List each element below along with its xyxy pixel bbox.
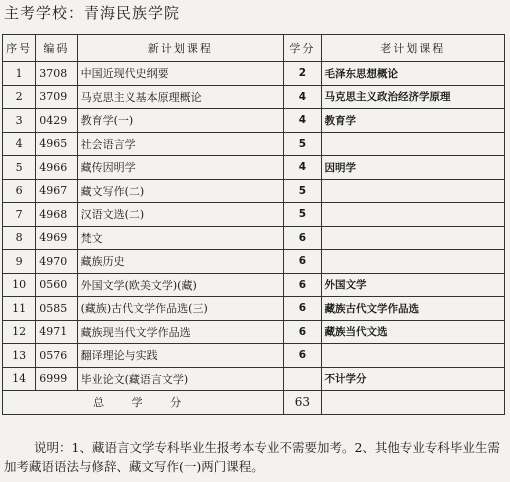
row-code: 0585 bbox=[36, 297, 77, 321]
row-seq: 4 bbox=[3, 132, 36, 156]
explanation-note: 说明：1、藏语言文学专科毕业生报考本专业不需要加考。2、其他专业专科毕业生需加考藏语语法与修辞、藏文写作(一)两门课程。 bbox=[4, 440, 500, 474]
row-old-course bbox=[321, 226, 504, 250]
row-code: 4965 bbox=[36, 132, 77, 156]
row-old-course bbox=[321, 250, 504, 274]
row-old-course: 外国文学 bbox=[321, 273, 504, 297]
row-old-course bbox=[321, 179, 504, 203]
row-credit: 6 bbox=[284, 273, 321, 297]
row-credit: 5 bbox=[284, 203, 321, 227]
row-seq: 10 bbox=[3, 273, 36, 297]
table-row bbox=[3, 367, 505, 391]
table-row bbox=[3, 179, 505, 203]
course-plan-table bbox=[2, 34, 505, 415]
row-seq: 9 bbox=[3, 250, 36, 274]
row-seq: 8 bbox=[3, 226, 36, 250]
row-credit bbox=[284, 367, 321, 391]
row-new-course: 社会语言学 bbox=[77, 132, 284, 156]
row-code: 4971 bbox=[36, 320, 77, 344]
row-old-course bbox=[321, 203, 504, 227]
total-credit: 63 bbox=[284, 391, 321, 415]
row-seq: 12 bbox=[3, 320, 36, 344]
row-credit: 2 bbox=[284, 62, 321, 86]
column-header-code: 编码 bbox=[36, 35, 77, 62]
table-row bbox=[3, 273, 505, 297]
row-code: 0429 bbox=[36, 109, 77, 133]
row-new-course: 藏族现当代文学作品选 bbox=[77, 320, 284, 344]
column-header-new-plan: 新计划课程 bbox=[77, 35, 284, 62]
row-seq: 1 bbox=[3, 62, 36, 86]
table-row bbox=[3, 62, 505, 86]
row-old-course: 藏族古代文学作品选 bbox=[321, 297, 504, 321]
row-credit: 5 bbox=[284, 179, 321, 203]
row-seq: 13 bbox=[3, 344, 36, 368]
row-new-course: 中国近现代史纲要 bbox=[77, 62, 284, 86]
row-old-course bbox=[321, 132, 504, 156]
row-credit: 6 bbox=[284, 320, 321, 344]
table-row bbox=[3, 320, 505, 344]
row-credit: 6 bbox=[284, 250, 321, 274]
row-seq: 5 bbox=[3, 156, 36, 180]
row-new-course: 梵文 bbox=[77, 226, 284, 250]
row-old-course: 马克思主义政治经济学原理 bbox=[321, 85, 504, 109]
table-header bbox=[3, 35, 505, 62]
row-credit: 6 bbox=[284, 226, 321, 250]
school-heading: 主考学校：青海民族学院 bbox=[4, 4, 181, 22]
column-header-credit: 学分 bbox=[284, 35, 321, 62]
column-header-old-plan: 老计划课程 bbox=[321, 35, 504, 62]
row-seq: 6 bbox=[3, 179, 36, 203]
row-new-course: 马克思主义基本原理概论 bbox=[77, 85, 284, 109]
header-row bbox=[3, 35, 505, 62]
row-credit: 4 bbox=[284, 156, 321, 180]
row-seq: 2 bbox=[3, 85, 36, 109]
row-new-course: 教育学(一) bbox=[77, 109, 284, 133]
row-new-course: 外国文学(欧美文学)(藏) bbox=[77, 273, 284, 297]
row-code: 0560 bbox=[36, 273, 77, 297]
row-old-course: 不计学分 bbox=[321, 367, 504, 391]
row-credit: 5 bbox=[284, 132, 321, 156]
table-row bbox=[3, 109, 505, 133]
table-row bbox=[3, 226, 505, 250]
row-credit: 6 bbox=[284, 344, 321, 368]
row-new-course: 藏文写作(二) bbox=[77, 179, 284, 203]
row-new-course: 翻译理论与实践 bbox=[77, 344, 284, 368]
table-footer bbox=[3, 391, 505, 415]
column-header-seq: 序号 bbox=[3, 35, 36, 62]
total-label: 总 学 分 bbox=[3, 391, 284, 415]
row-new-course: 毕业论文(藏语言文学) bbox=[77, 367, 284, 391]
row-old-course bbox=[321, 344, 504, 368]
row-code: 4970 bbox=[36, 250, 77, 274]
row-seq: 7 bbox=[3, 203, 36, 227]
row-code: 6999 bbox=[36, 367, 77, 391]
row-credit: 4 bbox=[284, 109, 321, 133]
row-seq: 3 bbox=[3, 109, 36, 133]
table-row bbox=[3, 297, 505, 321]
table-row bbox=[3, 250, 505, 274]
row-code: 3709 bbox=[36, 85, 77, 109]
row-old-course: 藏族当代文选 bbox=[321, 320, 504, 344]
row-seq: 14 bbox=[3, 367, 36, 391]
row-code: 3708 bbox=[36, 62, 77, 86]
row-code: 4966 bbox=[36, 156, 77, 180]
row-new-course: (藏族)古代文学作品选(三) bbox=[77, 297, 284, 321]
total-row bbox=[3, 391, 505, 415]
row-old-course: 因明学 bbox=[321, 156, 504, 180]
row-seq: 11 bbox=[3, 297, 36, 321]
row-code: 4967 bbox=[36, 179, 77, 203]
table-row bbox=[3, 156, 505, 180]
row-old-course: 教育学 bbox=[321, 109, 504, 133]
table-row bbox=[3, 85, 505, 109]
total-old-empty bbox=[321, 391, 504, 415]
row-old-course: 毛泽东思想概论 bbox=[321, 62, 504, 86]
row-code: 4969 bbox=[36, 226, 77, 250]
row-new-course: 汉语文选(二) bbox=[77, 203, 284, 227]
row-new-course: 藏传因明学 bbox=[77, 156, 284, 180]
row-credit: 6 bbox=[284, 297, 321, 321]
table-row bbox=[3, 132, 505, 156]
row-code: 4968 bbox=[36, 203, 77, 227]
table-row bbox=[3, 203, 505, 227]
row-new-course: 藏族历史 bbox=[77, 250, 284, 274]
table-row bbox=[3, 344, 505, 368]
table-body bbox=[3, 62, 505, 391]
row-credit: 4 bbox=[284, 85, 321, 109]
row-code: 0576 bbox=[36, 344, 77, 368]
